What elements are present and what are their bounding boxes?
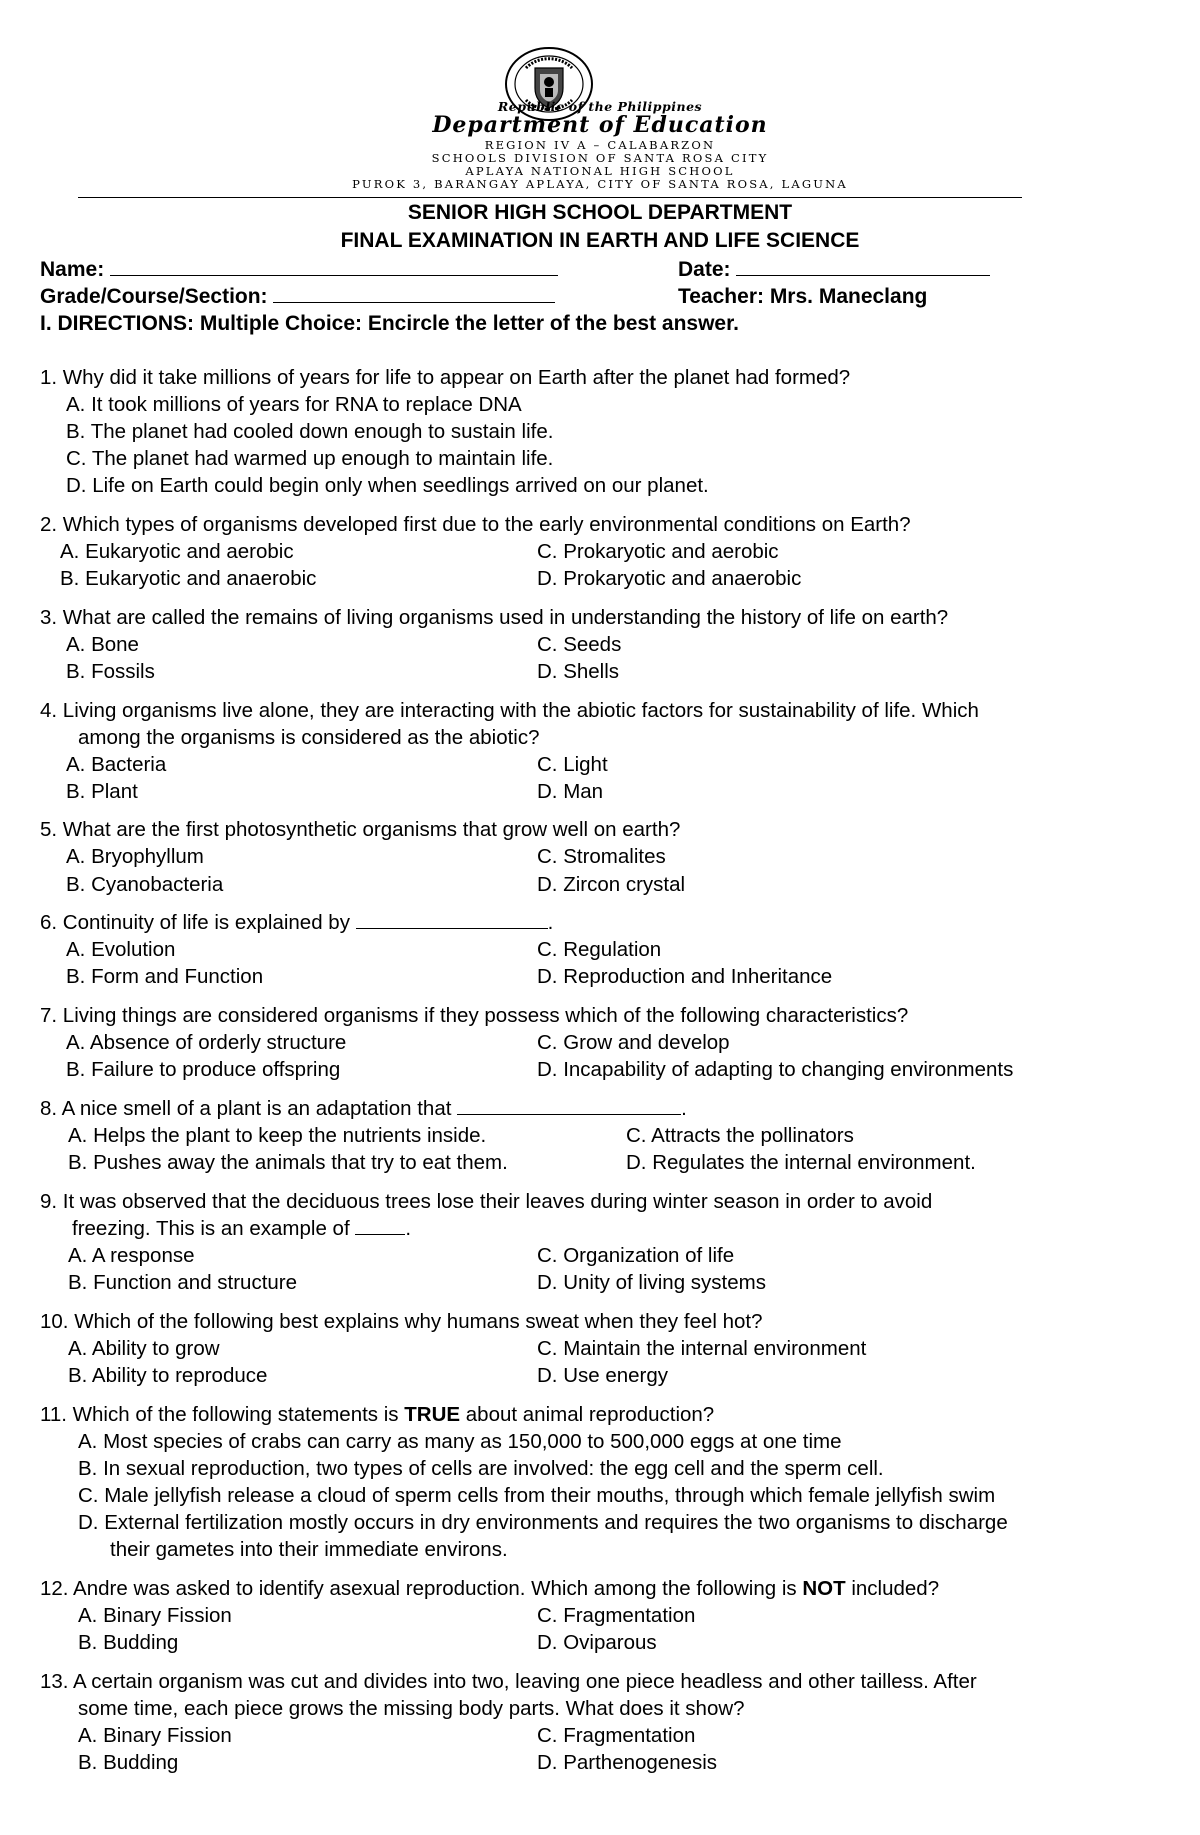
choice[interactable]: D. Oviparous (537, 1631, 657, 1654)
choice[interactable]: B. Form and Function (66, 965, 264, 988)
letterhead-division: SCHOOLS DIVISION OF SANTA ROSA CITY (431, 151, 769, 165)
question-stem: 7. Living things are considered organisms if they possess which of the following characteristics? (40, 1004, 909, 1027)
choice[interactable]: B. Fossils (66, 660, 155, 683)
choice[interactable]: A. Bone (66, 633, 139, 656)
choice[interactable]: A. Bryophyllum (66, 845, 204, 868)
choice[interactable]: C. Seeds (537, 633, 622, 656)
exam-title: FINAL EXAMINATION IN EARTH AND LIFE SCIENCE (340, 229, 860, 252)
choice[interactable]: D. Parthenogenesis (537, 1751, 718, 1774)
choice[interactable]: B. In sexual reproduction, two types of cells are involved: the egg cell and the sperm cell. (78, 1457, 884, 1480)
choice[interactable]: C. Stromalites (537, 845, 666, 868)
answer-blank[interactable] (457, 1100, 681, 1115)
question-stem: 6. Continuity of life is explained by . (40, 911, 554, 934)
name-label: Name: (40, 258, 105, 281)
choice[interactable]: C. Maintain the internal environment (537, 1337, 867, 1360)
choice[interactable]: D. Prokaryotic and anaerobic (537, 567, 802, 590)
choice-continued: their gametes into their immediate environs. (110, 1538, 508, 1561)
date-blank[interactable] (736, 259, 990, 276)
choice[interactable]: D. Use energy (537, 1364, 669, 1387)
letterhead-school: APLAYA NATIONAL HIGH SCHOOL (465, 164, 735, 178)
question-stem-continued: freezing. This is an example of . (72, 1217, 412, 1240)
choice[interactable]: A. Eukaryotic and aerobic (60, 540, 294, 563)
question-stem-continued: some time, each piece grows the missing body parts. What does it show? (78, 1697, 745, 1720)
question-stem: 5. What are the first photosynthetic organisms that grow well on earth? (40, 818, 681, 841)
choice[interactable]: C. Male jellyfish release a cloud of sperm cells from their mouths, through which female jellyfish swim (78, 1484, 996, 1507)
section-blank[interactable] (273, 286, 555, 303)
choice[interactable]: B. Cyanobacteria (66, 873, 224, 896)
choice[interactable]: A. Ability to grow (68, 1337, 220, 1360)
question-stem: 3. What are called the remains of living organisms used in understanding the history of life on earth? (40, 606, 949, 629)
answer-blank[interactable] (356, 914, 548, 929)
choice[interactable]: A. A response (68, 1244, 195, 1267)
choice[interactable]: D. External fertilization mostly occurs in dry environments and requires the two organisms to discharge (78, 1511, 1008, 1534)
choice[interactable]: D. Life on Earth could begin only when seedlings arrived on our planet. (66, 474, 709, 497)
choice[interactable]: D. Man (537, 780, 604, 803)
question-stem: 4. Living organisms live alone, they are interacting with the abiotic factors for sustainability of life. Which (40, 699, 979, 722)
choice[interactable]: B. Function and structure (68, 1271, 298, 1294)
choice[interactable]: D. Reproduction and Inheritance (537, 965, 833, 988)
question-stem: 11. Which of the following statements is TRUE about animal reproduction? (40, 1403, 715, 1426)
choice[interactable]: C. The planet had warmed up enough to maintain life. (66, 447, 554, 470)
answer-blank[interactable] (355, 1220, 405, 1235)
choice[interactable]: C. Prokaryotic and aerobic (537, 540, 779, 563)
question-stem: 2. Which types of organisms developed first due to the early environmental conditions on Earth? (40, 513, 911, 536)
choice[interactable]: C. Attracts the pollinators (626, 1124, 854, 1147)
letterhead-department: Department of Education (432, 112, 768, 138)
choice[interactable]: A. Absence of orderly structure (66, 1031, 347, 1054)
choice[interactable]: A. It took millions of years for RNA to replace DNA (66, 393, 522, 416)
letterhead-divider (78, 197, 1022, 198)
letterhead-region: REGION IV A – CALABARZON (484, 138, 716, 152)
choice[interactable]: B. Eukaryotic and anaerobic (60, 567, 317, 590)
choice[interactable]: B. Pushes away the animals that try to eat them. (68, 1151, 508, 1174)
emphasis: TRUE (404, 1403, 461, 1426)
choice[interactable]: C. Regulation (537, 938, 662, 961)
choice[interactable]: D. Incapability of adapting to changing environments (537, 1058, 1014, 1081)
choice[interactable]: B. Ability to reproduce (68, 1364, 268, 1387)
choice[interactable]: B. The planet had cooled down enough to sustain life. (66, 420, 554, 443)
question-stem: 10. Which of the following best explains why humans sweat when they feel hot? (40, 1310, 763, 1333)
choice[interactable]: D. Unity of living systems (537, 1271, 766, 1294)
choice[interactable]: D. Regulates the internal environment. (626, 1151, 976, 1174)
date-label: Date: (678, 258, 731, 281)
letterhead-republic: Republic of the Philippines (497, 99, 703, 114)
choice[interactable]: C. Grow and develop (537, 1031, 730, 1054)
section-label: Grade/Course/Section: (40, 285, 268, 308)
choice[interactable]: D. Shells (537, 660, 620, 683)
choice[interactable]: A. Evolution (66, 938, 176, 961)
choice[interactable]: A. Bacteria (66, 753, 167, 776)
choice[interactable]: C. Fragmentation (537, 1724, 696, 1747)
choice[interactable]: B. Budding (78, 1631, 179, 1654)
choice[interactable]: B. Budding (78, 1751, 179, 1774)
choice[interactable]: C. Light (537, 753, 608, 776)
letterhead-address: PUROK 3, BARANGAY APLAYA, CITY OF SANTA ROSA, LAGUNA (352, 177, 848, 191)
question-stem: 1. Why did it take millions of years for life to appear on Earth after the planet had formed? (40, 366, 851, 389)
choice[interactable]: C. Fragmentation (537, 1604, 696, 1627)
choice[interactable]: D. Zircon crystal (537, 873, 686, 896)
date-field[interactable] (678, 258, 990, 282)
section-field[interactable] (40, 285, 555, 309)
choice[interactable]: A. Binary Fission (78, 1724, 232, 1747)
teacher-name: Teacher: Mrs. Maneclang (678, 285, 928, 308)
emphasis: NOT (802, 1577, 846, 1600)
choice[interactable]: B. Plant (66, 780, 138, 803)
name-field[interactable] (40, 258, 558, 282)
choice[interactable]: A. Most species of crabs can carry as many as 150,000 to 500,000 eggs at one time (78, 1430, 842, 1453)
directions: I. DIRECTIONS: Multiple Choice: Encircle the letter of the best answer. (40, 312, 739, 335)
question-stem: 8. A nice smell of a plant is an adaptation that . (40, 1097, 687, 1120)
question-stem: 12. Andre was asked to identify asexual reproduction. Which among the following is NOT included? (40, 1577, 940, 1600)
choice[interactable]: A. Helps the plant to keep the nutrients inside. (68, 1124, 487, 1147)
question-stem-continued: among the organisms is considered as the abiotic? (78, 726, 540, 749)
name-blank[interactable] (110, 259, 558, 276)
question-stem: 13. A certain organism was cut and divides into two, leaving one piece headless and other tailless. After (40, 1670, 977, 1693)
choice[interactable]: B. Failure to produce offspring (66, 1058, 341, 1081)
choice[interactable]: A. Binary Fission (78, 1604, 232, 1627)
question-stem: 9. It was observed that the deciduous trees lose their leaves during winter season in order to avoid (40, 1190, 933, 1213)
department-title: SENIOR HIGH SCHOOL DEPARTMENT (407, 201, 793, 224)
choice[interactable]: C. Organization of life (537, 1244, 735, 1267)
